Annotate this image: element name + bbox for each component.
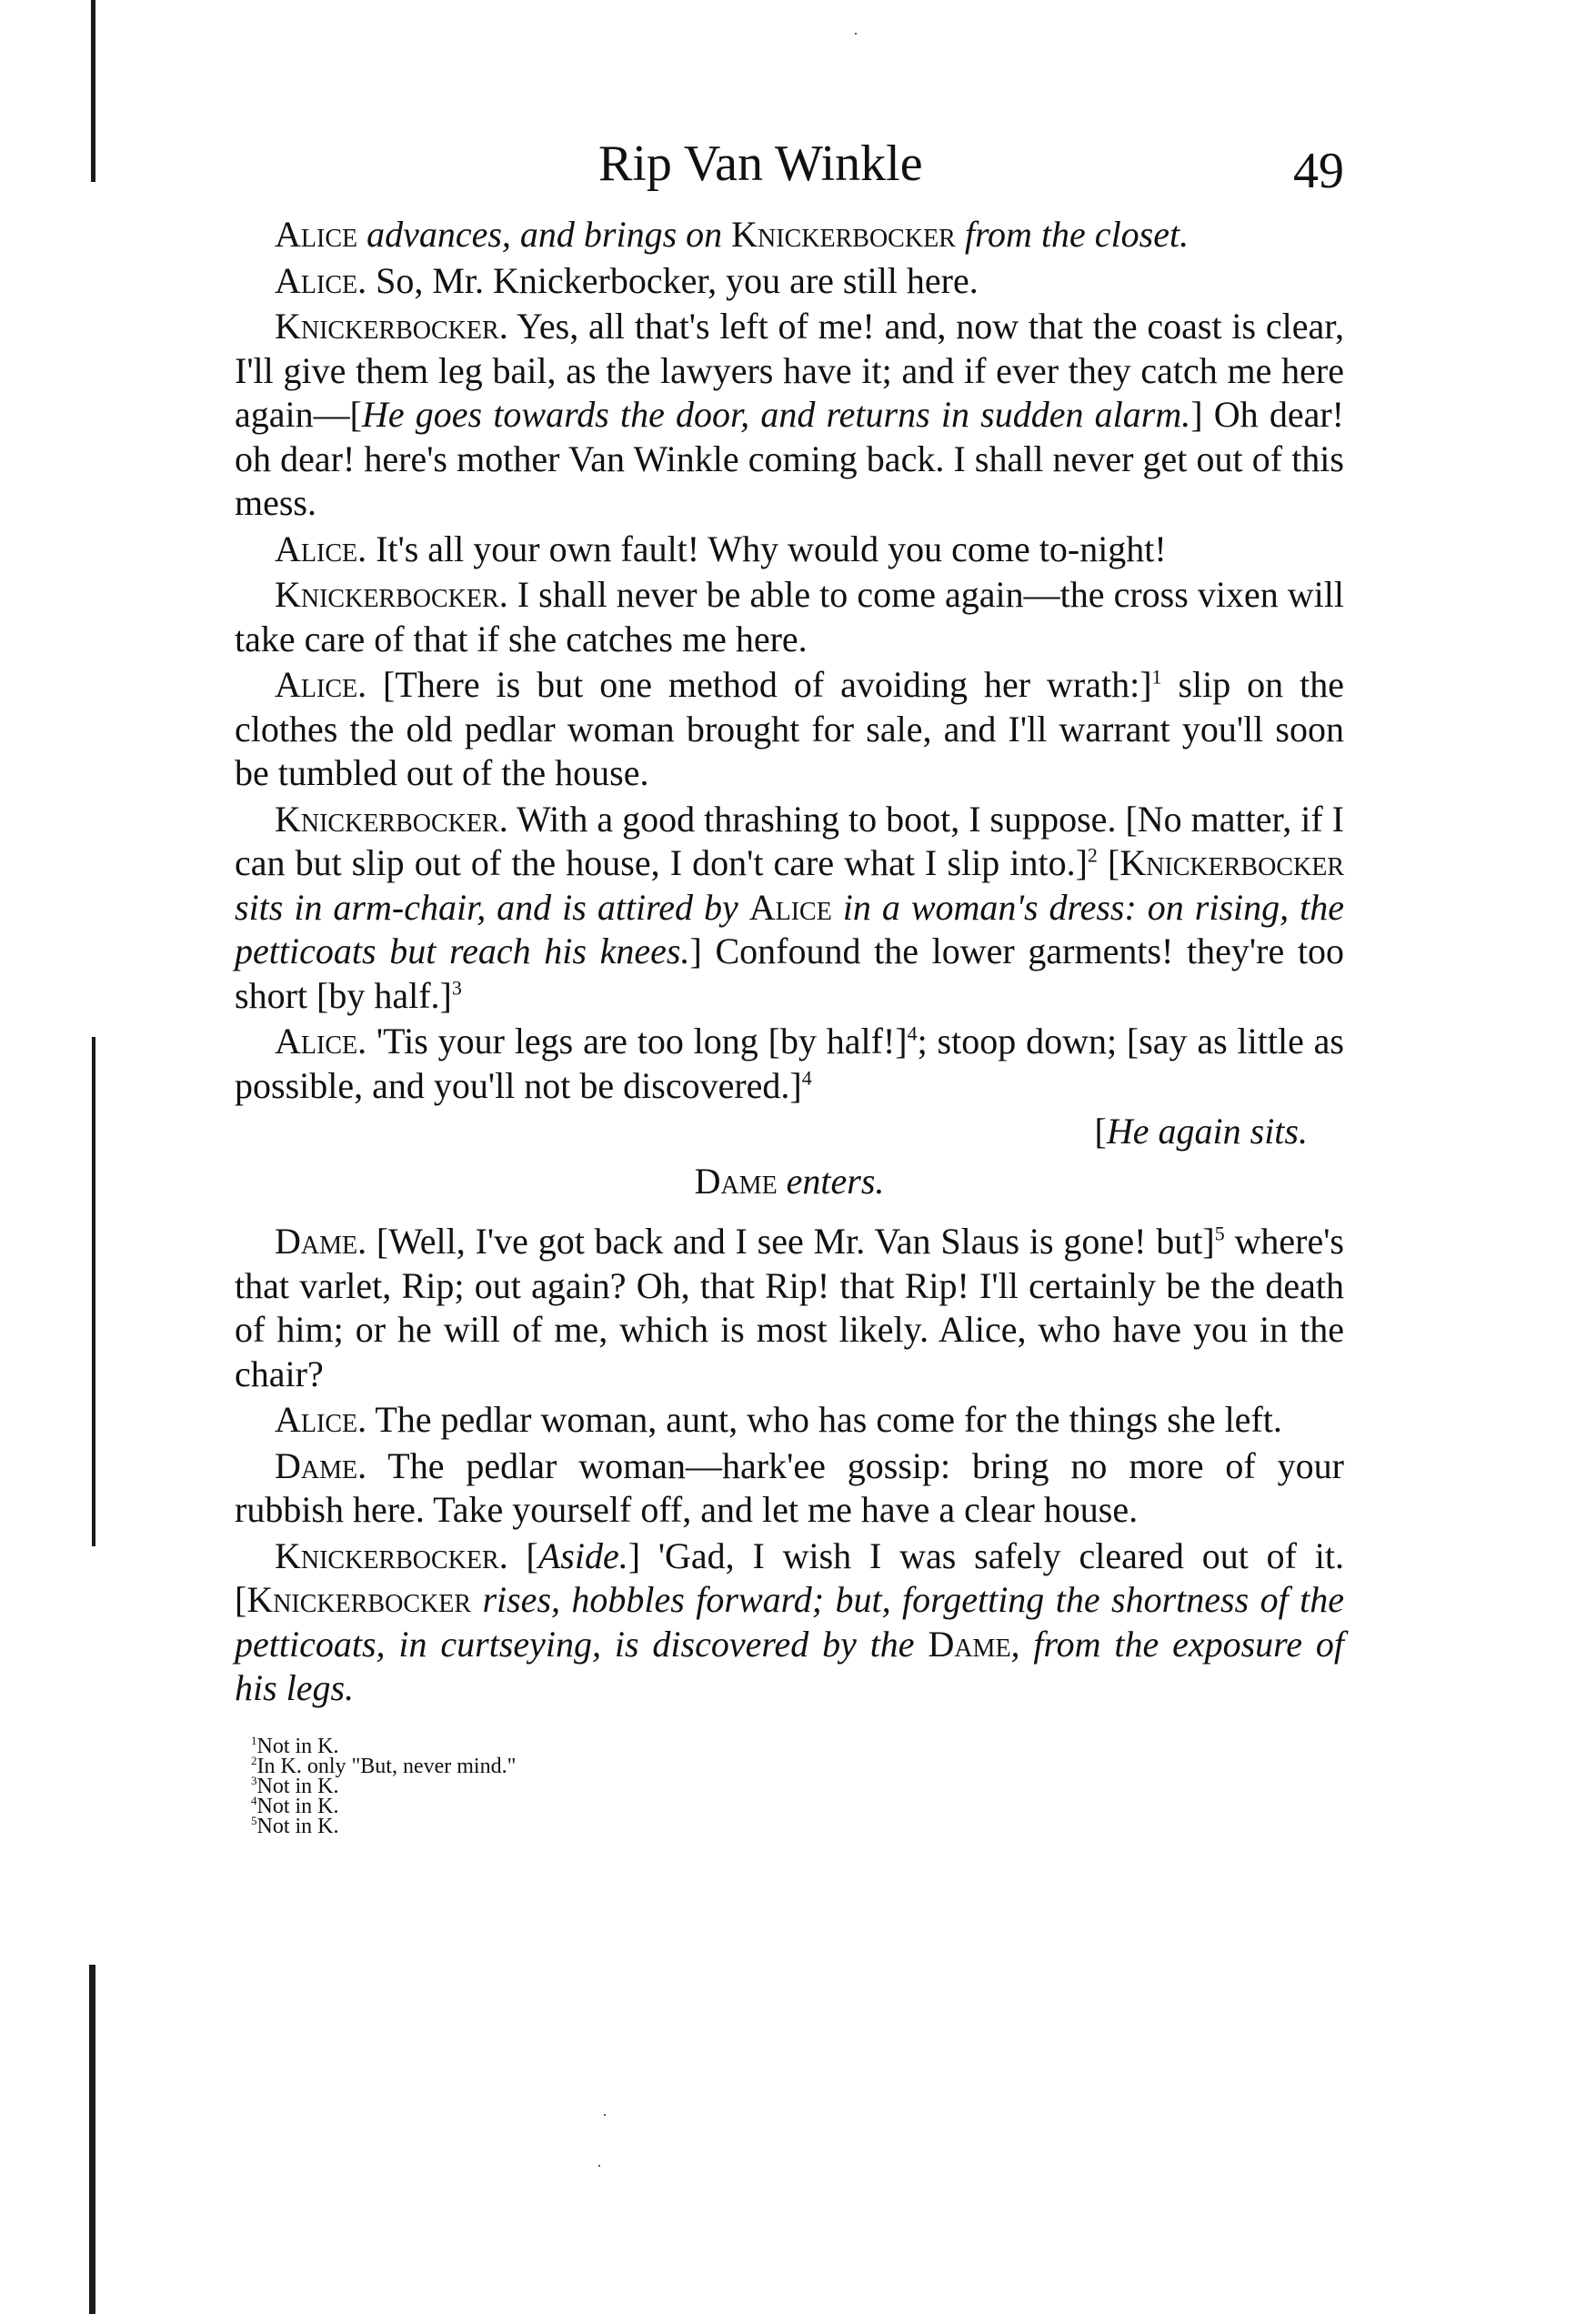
dialogue-paragraph	[235, 1020, 1344, 1108]
speaker-name: Knickerbocker	[275, 574, 499, 615]
dialogue-text: . Yes, all that's left of me! and, now that the coast is clear, I'll give them leg bail, as the lawyers have it; and if ever they catch me here again—[	[235, 306, 1344, 435]
character-name: Knickerbocker	[246, 1579, 472, 1620]
character-name: Knickerbocker	[1119, 842, 1344, 883]
dialogue-text: . The pedlar woman—hark'ee gossip: bring no more of your rubbish here. Take yourself off, and let me have a clear house.	[235, 1444, 1344, 1530]
footnote-ref: 3	[451, 976, 462, 1000]
dialogue-text: ] 'Gad, I wish I was safely cleared out of it. [	[235, 1534, 1344, 1620]
dialogue-paragraph	[235, 1220, 1344, 1396]
footnote-ref: 5	[1214, 1222, 1225, 1245]
dialogue-paragraph	[235, 663, 1344, 796]
dialogue-text: . [Well, I've got back and I see Mr. Van Slaus is gone! but]	[357, 1221, 1215, 1262]
scan-speck	[604, 2114, 606, 2116]
dialogue-text: [	[1097, 842, 1120, 883]
speaker-name: Alice	[275, 1399, 358, 1440]
speaker-name: Knickerbocker	[275, 1534, 499, 1576]
running-header	[235, 135, 1344, 199]
direction-text: from the closet.	[955, 214, 1189, 255]
dialogue-paragraph	[235, 1444, 1344, 1533]
footnote-mark: 1	[251, 1733, 257, 1747]
dialogue-text: . So, Mr. Knickerbocker, you are still here.	[357, 259, 979, 301]
direction-text: enters.	[777, 1160, 885, 1202]
dialogue-text: slip on the clothes the old pedlar woman brought for sale, and I'll warrant you'll soon be tumbled out of the house.	[235, 664, 1344, 793]
dialogue-text: . [	[498, 1534, 538, 1576]
stage-direction-centered	[235, 1160, 1344, 1204]
dialogue-text: . 'Tis your legs are too long [by half!]	[357, 1021, 908, 1061]
bracket: [	[1094, 1111, 1107, 1152]
footnote-mark: 2	[251, 1753, 257, 1767]
running-title: Rip Van Winkle	[598, 136, 923, 192]
footnote-text: Not in K.	[256, 1814, 339, 1838]
dialogue-text: ] Oh dear! oh dear! here's mother Van Winkle coming back. I shall never get out of this mess.	[235, 394, 1345, 523]
binding-edge-bottom	[89, 1965, 95, 2314]
scan-speck	[598, 2165, 600, 2167]
speaker-name: Dame	[275, 1221, 358, 1262]
footnote-text: In K. only "But, never mind."	[256, 1754, 517, 1778]
dialogue-text: . The pedlar woman, aunt, who has come for the things she left.	[357, 1399, 1282, 1440]
direction-text: rises, hobbles forward; but, forgetting the shortness of the petticoats, in curtseying, is discovered by the	[235, 1579, 1344, 1665]
binding-edge-top	[91, 0, 95, 182]
speaker-name: Knickerbocker	[275, 798, 499, 840]
footnote-ref: 1	[1151, 665, 1162, 689]
speaker-name: Alice	[275, 664, 358, 705]
direction-text: Aside.	[537, 1534, 628, 1576]
footnote-mark: 4	[251, 1793, 257, 1807]
dialogue-text: where's that varlet, Rip; out again? Oh, that Rip! that Rip! I'll certainly be the death of him; or he will of me, which is most likely. Alice, who have you in the chair?	[235, 1221, 1344, 1394]
footnote	[251, 1773, 1344, 1798]
speaker-name: Alice	[275, 1021, 358, 1061]
character-name: Alice	[748, 886, 832, 928]
footnote	[251, 1813, 1344, 1838]
footnotes	[235, 1733, 1344, 1838]
footnote-ref: 4	[801, 1066, 812, 1090]
page-body	[235, 135, 1344, 1836]
character-name: Knickerbocker	[731, 214, 956, 255]
page-number: 49	[1293, 143, 1344, 199]
dialogue-text: . With a good thrashing to boot, I suppose. [No matter, if I can but slip out of the house, I don't care what I slip into.]	[235, 798, 1344, 883]
direction-text: in a woman's dress: on rising, the petticoats but reach his knees.	[235, 886, 1344, 971]
direction-text: , from the exposure of his legs.	[235, 1623, 1344, 1708]
speaker-name: Alice	[275, 259, 358, 301]
stage-direction	[235, 213, 1344, 257]
dialogue-text: . I shall never be able to come again—the cross vixen will take care of that if she catches me here.	[235, 574, 1344, 659]
footnote-text: Not in K.	[256, 1774, 339, 1798]
character-name: Dame	[928, 1623, 1011, 1665]
footnote-text: Not in K.	[256, 1734, 339, 1758]
dialogue-paragraph	[235, 259, 1344, 304]
footnote	[251, 1793, 1344, 1818]
footnote-mark: 3	[251, 1773, 257, 1787]
dialogue-paragraph	[235, 1398, 1344, 1443]
dialogue-paragraph	[235, 1534, 1344, 1711]
footnote-mark: 5	[251, 1813, 257, 1827]
footnote	[251, 1753, 1344, 1778]
binding-edge-mid	[92, 1037, 95, 1546]
footnote-text: Not in K.	[256, 1794, 339, 1818]
dialogue-text: ] Confound the lower garments! they're too short [by half.]	[235, 931, 1344, 1016]
speaker-name: Alice	[275, 214, 358, 255]
direction-text: sits in arm-chair, and is attired by	[235, 886, 749, 928]
direction-text: He again sits.	[1106, 1111, 1308, 1152]
direction-text: He goes towards the door, and returns in sudden alarm.	[361, 394, 1191, 435]
footnote	[251, 1733, 1344, 1758]
dialogue-paragraph	[235, 305, 1344, 526]
dialogue-text: ; stoop down; [say as little as possible, and you'll not be discovered.]	[235, 1021, 1344, 1106]
dialogue-text: . [There is but one method of avoiding her wrath:]	[357, 664, 1152, 705]
dialogue-paragraph	[235, 528, 1344, 572]
speaker-name: Alice	[275, 528, 358, 569]
scan-speck	[855, 33, 857, 35]
speaker-name: Knickerbocker	[275, 306, 499, 347]
direction-text: advances, and brings on	[357, 214, 732, 255]
dialogue-paragraph	[235, 798, 1344, 1019]
dialogue-text: . It's all your own fault! Why would you come to-night!	[357, 528, 1167, 569]
speaker-name: Dame	[275, 1444, 358, 1486]
footnote-ref: 2	[1087, 843, 1098, 867]
stage-direction-right	[235, 1110, 1344, 1154]
dialogue-paragraph	[235, 573, 1344, 661]
character-name: Dame	[694, 1160, 778, 1202]
footnote-ref: 4	[907, 1021, 918, 1045]
